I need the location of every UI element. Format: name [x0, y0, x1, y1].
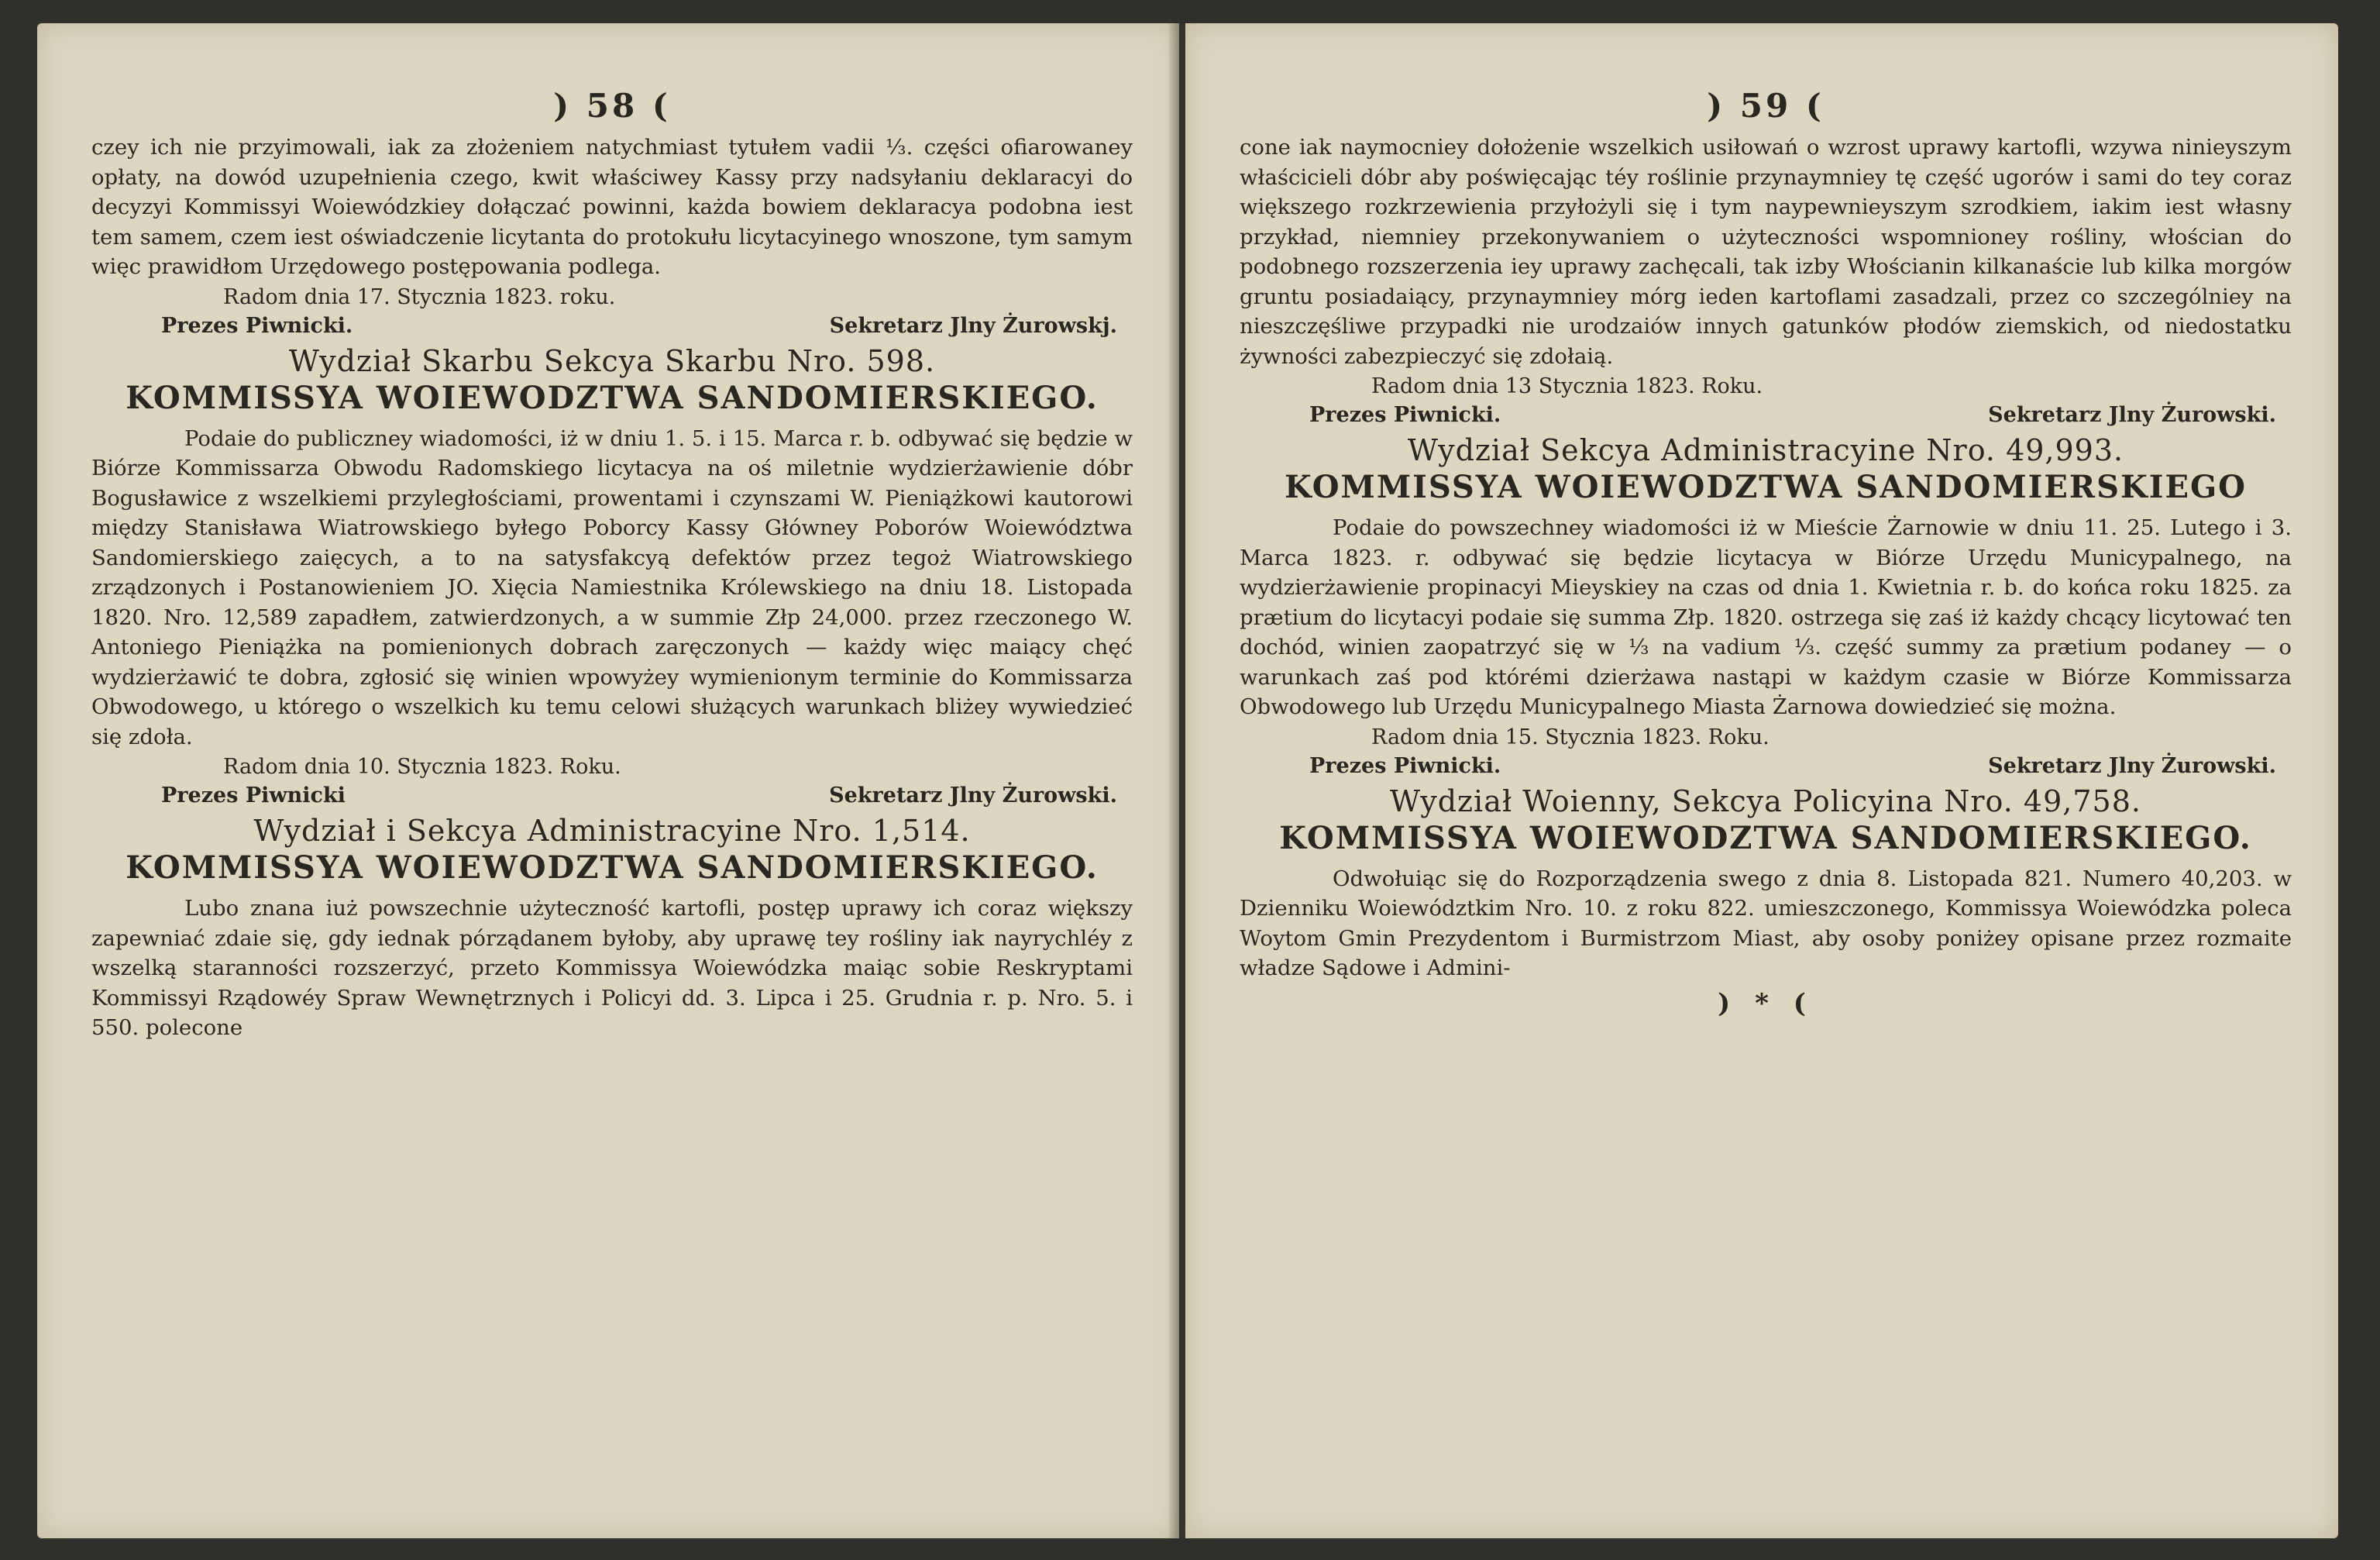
paragraph: czey ich nie przyimowali, iak za złożeniem natychmiast tytułem vadii ⅓. części ofiarowaney opłaty, na dowód uzupełnienia czego, kwit właściwey Kassy przy nadsyłaniu deklaracyi do decyzyi Kommissyi Woiewódzkiey dołączać powinni, każda bowiem deklaracya podobna iest tem samem, czem iest oświadczenie licytanta do protokułu licytacyinego wnoszone, tym samym więc prawidłom Urzędowego postępowania podlega. [91, 135, 1133, 279]
right-page-content [1240, 70, 2292, 1507]
signature-row [1309, 754, 2276, 778]
department-heading: Wydział i Sekcya Administracyine Nro. 1,514. [253, 814, 971, 848]
right-page [1185, 23, 2338, 1538]
secretary-signature: Sekretarz Jlny Żurowskj. [829, 313, 1117, 338]
secretary-signature: Sekretarz Jlny Żurowski. [1988, 753, 2276, 778]
page-number: ) 59 ( [1707, 87, 1825, 125]
secretary-signature: Sekretarz Jlny Żurowski. [1988, 403, 2276, 427]
president-signature: Prezes Piwnicki. [161, 313, 353, 338]
paragraph: Podaie do powszechney wiadomości iż w Mieście Żarnowie w dniu 11. 25. Lutego i 3. Marca 1823. r. odbywać się będzie licytacya w Biórze Urzędu Municypalnego, na wydzierżawienie propinacyi Mieyskiey na czas od dnia 1. Kwietnia r. b. do końca roku 1825. za prætium do licytacyi podaie się summa Złp. 1820. ostrzega się zaś iż każdy chcący licytować ten dochód, winien zaopatrzyć się w ⅓ na vadium ⅓. część summy za prætium podaney — o warunkach zaś pod którémi dzierżawa nastąpi w każdym czasie w Biórze Kommissarza Obwodowego lub Urzędu Municypalnego Miasta Żarnowa dowiedzieć się można. [1240, 515, 2292, 719]
president-signature: Prezes Piwnicki. [1309, 403, 1501, 427]
left-page-content [91, 70, 1133, 1507]
page-number: ) 58 ( [553, 87, 671, 125]
signature-row [1309, 403, 2276, 427]
page-footer-mark: ) * ( [1718, 987, 1814, 1019]
paragraph: Odwołuiąc się do Rozporządzenia swego z dnia 8. Listopada 821. Numero 40,203. w Dzienniku Woiewództkim Nro. 10. z roku 822. umieszczonego, Kommissya Woiewódzka poleca Woytom Gmin Prezydentom i Burmistrzom Miast, aby osoby poniżey opisane przez rozmaite władze Sądowe i Admini- [1240, 866, 2292, 980]
signature-row [161, 314, 1117, 338]
president-signature: Prezes Piwnicki. [1309, 753, 1501, 778]
date-line: Radom dnia 15. Stycznia 1823. Roku. [1371, 725, 1770, 749]
paragraph: Lubo znana iuż powszechnie użyteczność kartofli, postęp uprawy ich coraz większy zapewniać zdaie się, gdy iednak pórządanem byłoby, aby uprawę tey rośliny iak nayrychléy z wszelką staranności rozszerzyć, przeto Kommissya Woiewódzka maiąc sobie Reskryptami Kommissyi Rządowéy Spraw Wewnętrznych i Policyi dd. 3. Lipca i 25. Grudnia r. p. Nro. 5. i 550. polecone [91, 896, 1133, 1040]
paragraph: cone iak naymocniey dołożenie wszelkich usiłowań o wzrost uprawy kartofli, wzywa ninieyszym właścicieli dóbr aby poświęcając téy roślinie przynaymniey tę część ugorów i sami do tey coraz większego rozkrzewienia przyłożyli się i tym naypewnieyszym szrodkiem, iakim iest własny przykład, niemniey przekonywaniem o użyteczności wspomnioney rośliny, włościan do podobnego rozszerzenia iey uprawy zachęcali, tak izby Włościanin kilkanaście lub kilka morgów gruntu posiadaiący, przynaymniey mórg ieden kartoflami zasadzali, przez co szczególniey na nieszczęśliwe przypadki nie urodzaiów innych gatunków płodów ziemskich, od niedostatku żywności zabezpieczyć się zdołaią. [1240, 135, 2292, 369]
left-page [37, 23, 1179, 1538]
secretary-signature: Sekretarz Jlny Żurowski. [829, 783, 1117, 808]
president-signature: Prezes Piwnicki [161, 783, 346, 808]
date-line: Radom dnia 13 Stycznia 1823. Roku. [1371, 374, 1763, 398]
department-heading: Wydział Sekcya Administracyine Nro. 49,993. [1407, 433, 2124, 467]
date-line: Radom dnia 17. Stycznia 1823. roku. [223, 284, 616, 309]
signature-row [161, 783, 1117, 808]
commission-heading: KOMMISSYA WOIEWODZTWA SANDOMIERSKIEGO. [1279, 819, 2252, 856]
commission-heading: KOMMISSYA WOIEWODZTWA SANDOMIERSKIEGO. [126, 379, 1099, 416]
commission-heading: KOMMISSYA WOIEWODZTWA SANDOMIERSKIEGO. [126, 849, 1099, 886]
paragraph: Podaie do publiczney wiadomości, iż w dniu 1. 5. i 15. Marca r. b. odbywać się będzie w Biórze Kommissarza Obwodu Radomskiego licytacya na oś miletnie wydzierżawienie dóbr Bogusławice z wszelkiemi przyległościami, prowentami i czynszami W. Pieniążkowi kautorowi między Stanisława Wiatrowskiego byłego Poborcy Kassy Główney Poborów Woiewództwa Sandomierskiego zaięcych, a to na satysfakcyą defektów przez tegoż Wiatrowskiego zrządzonych i Postanowieniem JO. Xięcia Namiestnika Królewskiego na dniu 18. Listopada 1820. Nro. 12,589 zapadłem, zatwierdzonych, a w summie Złp 24,000. przez rzeczonego W. Antoniego Pieniążka na pomienionych dobrach zaręczonych — każdy więc maiący chęć wydzierżawić te dobra, zgłosić się winien wpowyżey wymienionym terminie do Kommissarza Obwodowego, u którego o wszelkich ku temu celowi służących warunkach bliżey wywiedzieć się zdoła. [91, 425, 1133, 749]
department-heading: Wydział Woienny, Sekcya Policyina Nro. 49,758. [1390, 783, 2141, 818]
date-line: Radom dnia 10. Stycznia 1823. Roku. [223, 755, 621, 779]
commission-heading: KOMMISSYA WOIEWODZTWA SANDOMIERSKIEGO [1285, 469, 2247, 505]
department-heading: Wydział Skarbu Sekcya Skarbu Nro. 598. [288, 343, 936, 378]
